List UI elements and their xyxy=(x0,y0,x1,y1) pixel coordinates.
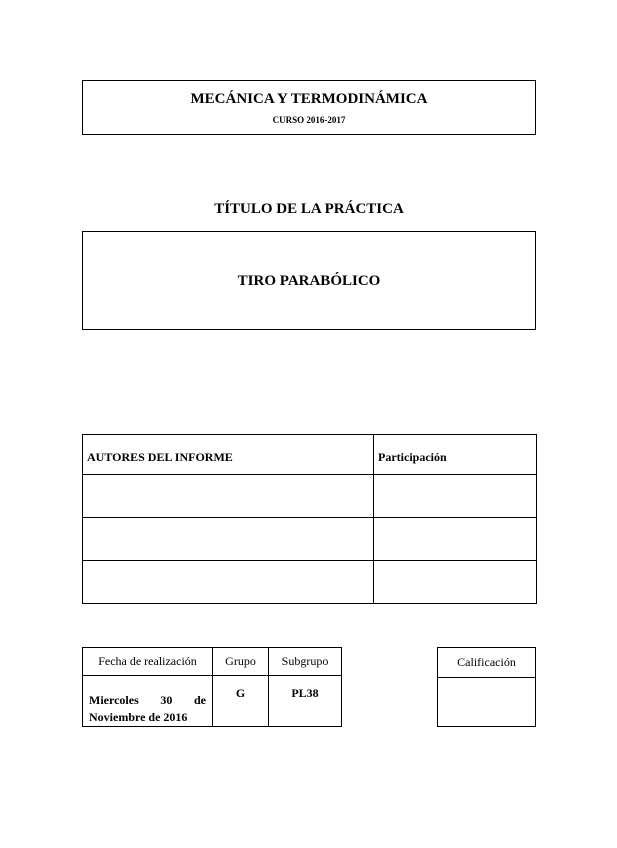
practice-title-box xyxy=(82,231,536,330)
participation-cell[interactable] xyxy=(374,518,537,561)
date-connector: de xyxy=(193,693,206,707)
participation-cell[interactable] xyxy=(374,475,537,518)
date-column-header: Fecha de realización xyxy=(83,648,213,676)
meta-table-values xyxy=(83,676,342,727)
grade-column-header: Calificación xyxy=(438,648,536,678)
author-cell[interactable] xyxy=(83,561,374,604)
authors-table-header xyxy=(83,435,537,475)
subgroup-column-header: Subgrupo xyxy=(269,648,342,676)
subgroup-cell: PL38 xyxy=(269,676,342,727)
date-line-1 xyxy=(89,692,206,709)
group-column-header: Grupo xyxy=(213,648,269,676)
course-header-box xyxy=(82,80,536,135)
authors-table xyxy=(82,434,537,604)
author-row xyxy=(83,475,537,518)
participation-column-header: Participación xyxy=(374,435,537,475)
grade-cell[interactable] xyxy=(438,678,536,727)
meta-table-header xyxy=(83,648,342,676)
practice-meta-table xyxy=(82,647,342,727)
author-cell[interactable] xyxy=(83,475,374,518)
author-row xyxy=(83,561,537,604)
author-cell[interactable] xyxy=(83,518,374,561)
grade-table xyxy=(437,647,536,727)
date-cell xyxy=(83,676,213,727)
author-row xyxy=(83,518,537,561)
date-line-2: Noviembre de 2016 xyxy=(89,710,188,724)
date-weekday: Miercoles xyxy=(89,693,139,707)
participation-cell[interactable] xyxy=(374,561,537,604)
authors-column-header: AUTORES DEL INFORME xyxy=(83,435,374,475)
date-day: 30 xyxy=(160,693,173,707)
practice-title: TIRO PARABÓLICO xyxy=(237,273,381,289)
grade-table-values xyxy=(438,678,536,727)
subject-title: MECÁNICA Y TERMODINÁMICA xyxy=(190,91,428,107)
practice-title-label: TÍTULO DE LA PRÁCTICA xyxy=(214,201,404,217)
grade-table-header xyxy=(438,648,536,678)
course-year: CURSO 2016-2017 xyxy=(272,115,346,125)
group-cell: G xyxy=(213,676,269,727)
